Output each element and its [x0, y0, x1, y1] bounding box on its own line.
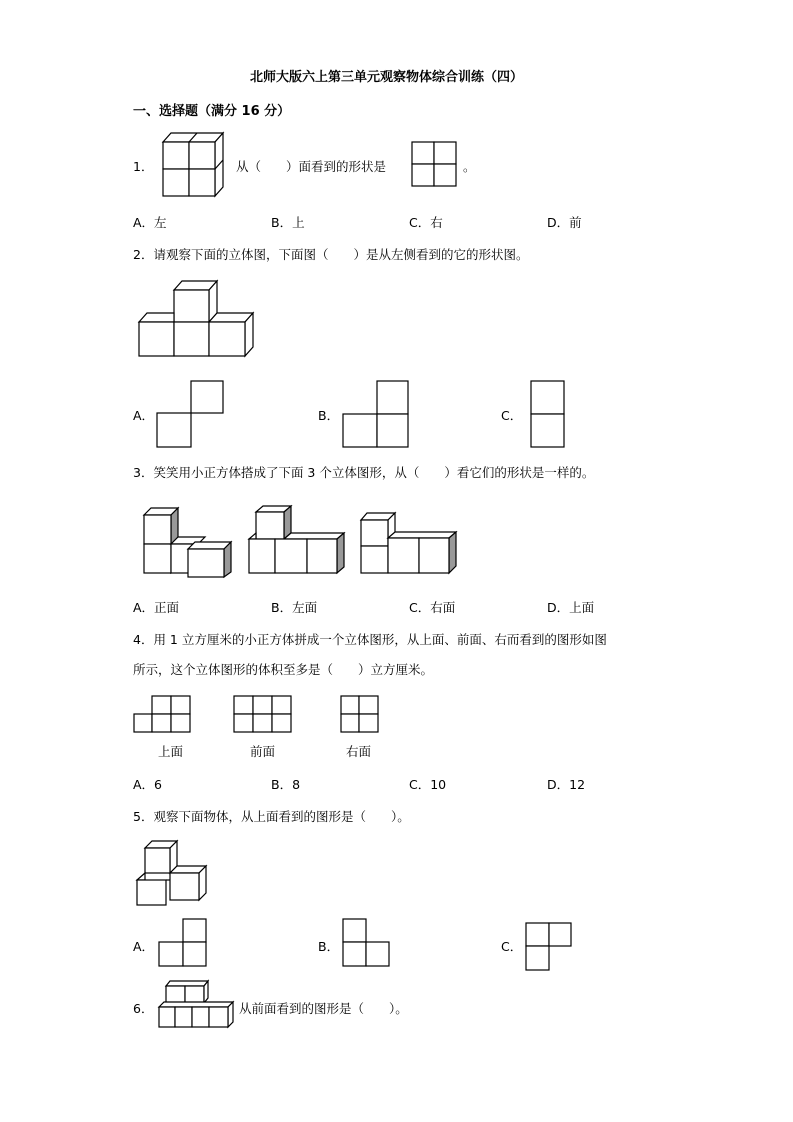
- q5-option-b-label[interactable]: B．: [318, 939, 340, 954]
- q4-front-view: [233, 695, 295, 735]
- q4-option-c[interactable]: C．10: [409, 777, 447, 792]
- q3-option-c[interactable]: C．右面: [409, 600, 456, 615]
- q4-right-view: [340, 695, 382, 735]
- q3-option-b[interactable]: B．左面: [271, 600, 318, 615]
- page-title: 北师大版六上第三单元观察物体综合训练（四）: [250, 70, 524, 85]
- q2-solid-figure: [138, 280, 258, 360]
- q5-solid-figure: [136, 838, 211, 908]
- q4-top-view: [133, 695, 195, 735]
- q2-option-b-label[interactable]: B．: [318, 408, 340, 423]
- q2-option-b-figure[interactable]: [342, 380, 412, 450]
- q4-option-d[interactable]: D．12: [547, 777, 586, 792]
- q3-solid-figure-3: [360, 512, 460, 582]
- q3-option-a[interactable]: A．正面: [133, 600, 180, 615]
- q3-solid-figure-2: [248, 505, 348, 580]
- q4-text-line2: 所示，这个立体图形的体积至多是（ ）立方厘米。: [133, 662, 434, 677]
- section-heading: 一、选择题（满分 16 分）: [133, 104, 291, 119]
- q1-option-c[interactable]: C．右: [409, 215, 443, 230]
- q1-option-b[interactable]: B．上: [271, 215, 305, 230]
- q4-option-b[interactable]: B．8: [271, 777, 301, 792]
- q5-option-a-label[interactable]: A．: [133, 939, 155, 954]
- q1-number: 1．: [133, 159, 154, 174]
- q5-text: 5．观察下面物体，从上面看到的图形是（ ）。: [133, 809, 410, 824]
- q5-option-a-figure[interactable]: [158, 918, 210, 970]
- q1-end: 。: [463, 159, 476, 174]
- q1-option-d[interactable]: D．前: [547, 215, 582, 230]
- q3-text: 3．笑笑用小正方体搭成了下面 3 个立体图形，从（ ）看它们的形状是一样的。: [133, 465, 595, 480]
- q6-text: 从前面看到的图形是（ ）。: [239, 1001, 408, 1016]
- q4-label-top: 上面: [158, 744, 184, 759]
- q6-number: 6．: [133, 1001, 154, 1016]
- q1-option-a[interactable]: A．左: [133, 215, 167, 230]
- q6-solid-figure: [158, 980, 238, 1032]
- q4-label-right: 右面: [346, 744, 372, 759]
- q3-solid-figure-1: [143, 505, 238, 585]
- q2-option-c-label[interactable]: C．: [501, 408, 523, 423]
- q2-text: 2．请观察下面的立体图，下面图（ ）是从左侧看到的它的形状图。: [133, 247, 529, 262]
- q3-option-d[interactable]: D．上面: [547, 600, 595, 615]
- q2-option-a-label[interactable]: A．: [133, 408, 155, 423]
- q5-option-c-label[interactable]: C．: [501, 939, 523, 954]
- q4-text-line1: 4．用 1 立方厘米的小正方体拼成一个立体图形，从上面、前面、右而看到的图形如图: [133, 632, 607, 647]
- q5-option-b-figure[interactable]: [342, 918, 394, 970]
- q2-option-c-figure[interactable]: [530, 380, 570, 450]
- q4-option-a[interactable]: A．6: [133, 777, 163, 792]
- q5-option-c-figure[interactable]: [525, 922, 577, 974]
- q1-cube-figure: [158, 130, 228, 200]
- q2-option-a-figure[interactable]: [156, 380, 226, 450]
- q1-answer-grid: [411, 141, 459, 189]
- q1-text: 从（ ）面看到的形状是: [236, 159, 387, 174]
- q4-label-front: 前面: [250, 744, 276, 759]
